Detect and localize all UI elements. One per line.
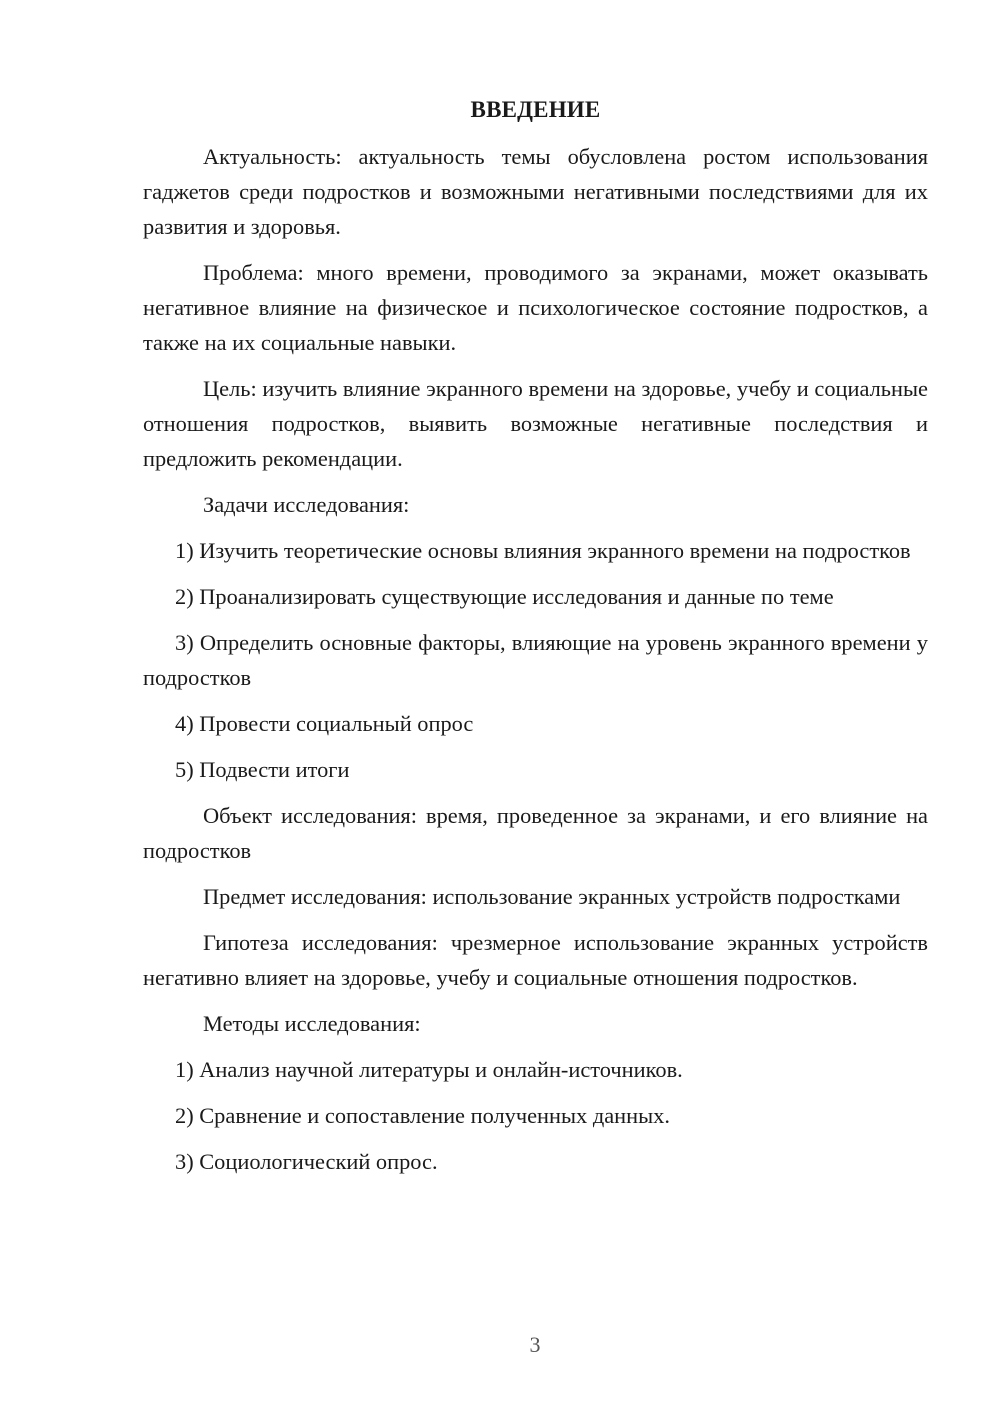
paragraph-methods-heading: Методы исследования: [203, 1011, 421, 1036]
list-item-method-1: 1) Анализ научной литературы и онлайн-источников. [175, 1057, 683, 1082]
list-item-task-3: 3) Определить основные факторы, влияющие на уровень экранного времени у подростков [143, 630, 928, 690]
paragraph-problem: Проблема: много времени, проводимого за экранами, может оказывать негативное влияние на физическое и психологическое состояние подростков, а также на их социальные навыки. [143, 260, 928, 355]
document-page [143, 92, 928, 1179]
paragraph-relevance: Актуальность: актуальность темы обусловлена ростом использования гаджетов среди подростков и возможными негативными последствиями для их развития и здоровья. [143, 144, 928, 239]
list-item-method-3: 3) Социологический опрос. [175, 1149, 438, 1174]
paragraph-tasks-heading: Задачи исследования: [203, 492, 410, 517]
paragraph-hypothesis: Гипотеза исследования: чрезмерное использование экранных устройств негативно влияет на здоровье, учебу и социальные отношения подростков. [143, 930, 928, 990]
section-title: ВВЕДЕНИЕ [470, 97, 601, 122]
list-item-method-2: 2) Сравнение и сопоставление полученных данных. [175, 1103, 670, 1128]
paragraph-object: Объект исследования: время, проведенное за экранами, и его влияние на подростков [143, 803, 928, 863]
paragraph-goal: Цель: изучить влияние экранного времени на здоровье, учебу и социальные отношения подростков, выявить возможные негативные последствия и предложить рекомендации. [143, 376, 928, 471]
list-item-task-5: 5) Подвести итоги [175, 757, 350, 782]
list-item-task-1: 1) Изучить теоретические основы влияния экранного времени на подростков [175, 538, 911, 563]
list-item-task-2: 2) Проанализировать существующие исследования и данные по теме [175, 584, 834, 609]
page-number: 3 [529, 1332, 541, 1357]
paragraph-subject: Предмет исследования: использование экранных устройств подростками [203, 884, 901, 909]
list-item-task-4: 4) Провести социальный опрос [175, 711, 474, 736]
